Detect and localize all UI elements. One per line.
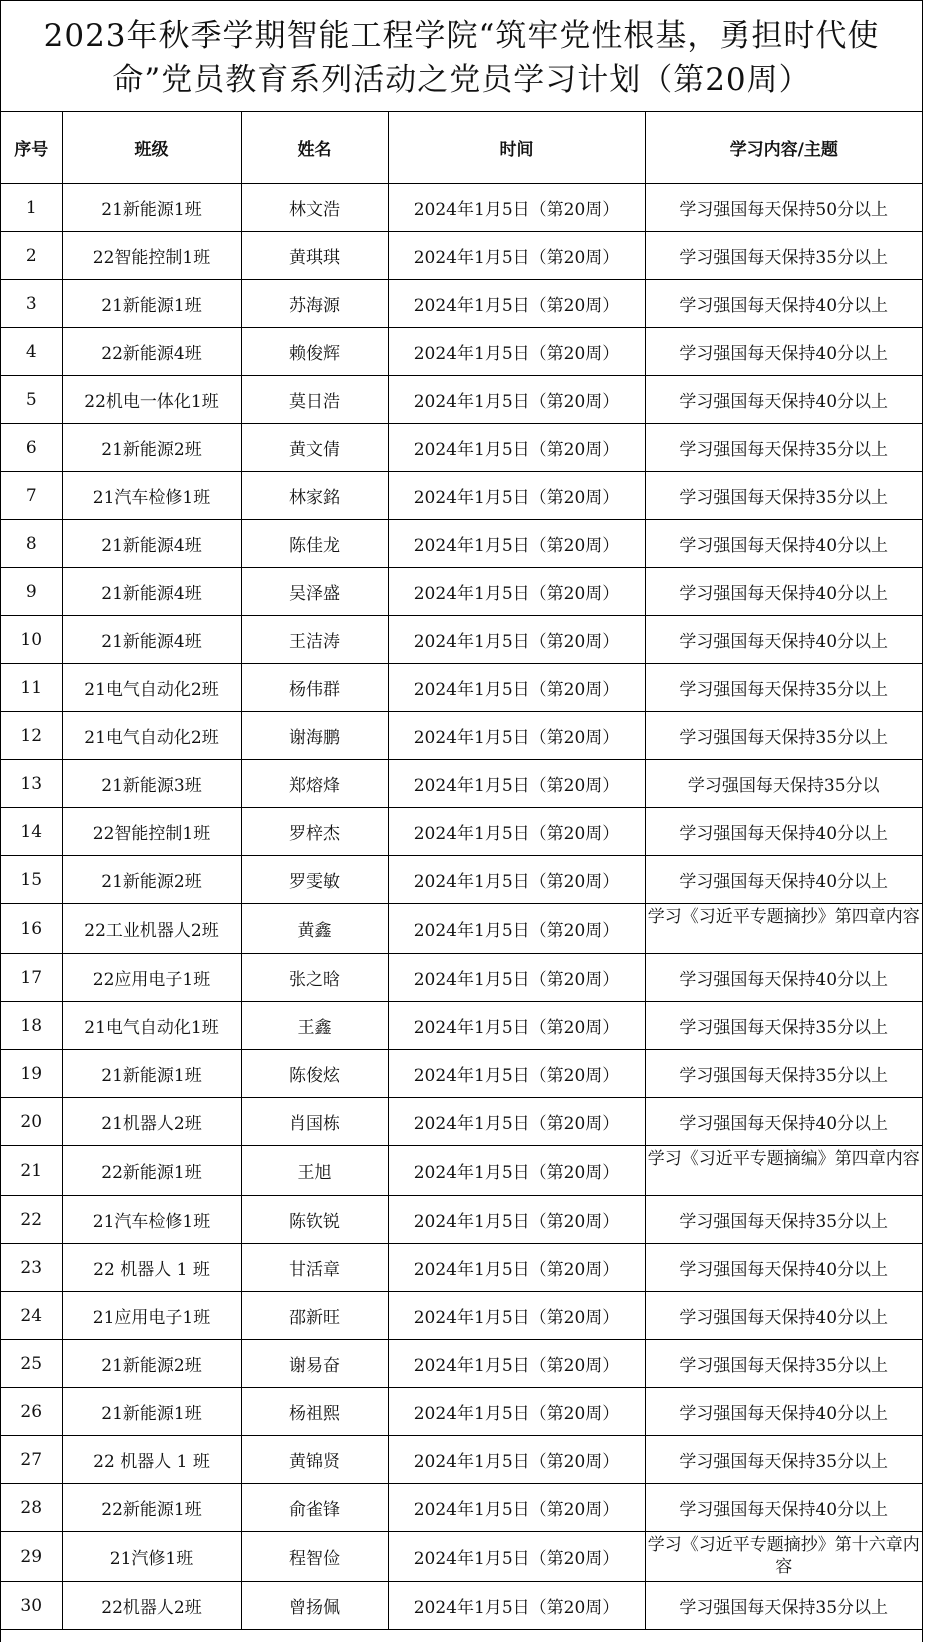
cell-topic: 学习强国每天保持35分以上 — [645, 232, 922, 280]
cell-number: 6 — [1, 424, 62, 472]
cell-number: 2 — [1, 232, 62, 280]
cell-name: 莫日浩 — [241, 376, 388, 424]
cell-name: 林文浩 — [241, 184, 388, 232]
cell-number: 25 — [1, 1340, 62, 1388]
cell-topic: 学习强国每天保持40分以上 — [645, 856, 922, 904]
cell-topic: 学习强国每天保持40分以上 — [645, 328, 922, 376]
cell-time: 2024年1月5日（第20周） — [388, 1002, 645, 1050]
cell-time: 2024年1月5日（第20周） — [388, 904, 645, 954]
cell-time: 2024年1月5日（第20周） — [388, 568, 645, 616]
cell-number: 14 — [1, 808, 62, 856]
cell-topic: 学习强国每天保持35分以上 — [645, 1002, 922, 1050]
table-row — [1, 954, 922, 1002]
cell-topic: 学习强国每天保持35分以上 — [645, 1050, 922, 1098]
table-row — [1, 1532, 922, 1582]
cell-time: 2024年1月5日（第20周） — [388, 1484, 645, 1532]
cell-time: 2024年1月5日（第20周） — [388, 1244, 645, 1292]
cell-name: 陈钦锐 — [241, 1196, 388, 1244]
table-row — [1, 760, 922, 808]
cell-topic — [645, 1532, 922, 1582]
column-header-topic: 学习内容/主题 — [645, 112, 922, 184]
cell-class: 22新能源4班 — [62, 328, 241, 376]
cell-topic: 学习强国每天保持40分以上 — [645, 1292, 922, 1340]
table-row — [1, 712, 922, 760]
cell-topic: 学习强国每天保持35分以上 — [645, 1340, 922, 1388]
cell-number: 12 — [1, 712, 62, 760]
table-row — [1, 1146, 922, 1196]
cell-name: 谢易奋 — [241, 1340, 388, 1388]
cell-time: 2024年1月5日（第20周） — [388, 424, 645, 472]
cell-number: 10 — [1, 616, 62, 664]
cell-time: 2024年1月5日（第20周） — [388, 856, 645, 904]
column-header-time: 时间 — [388, 112, 645, 184]
table-row — [1, 184, 922, 232]
cell-name: 王洁涛 — [241, 616, 388, 664]
cell-name: 杨伟群 — [241, 664, 388, 712]
cell-name: 黄锦贤 — [241, 1436, 388, 1484]
cell-topic: 学习强国每天保持50分以上 — [645, 184, 922, 232]
cell-topic: 学习强国每天保持40分以上 — [645, 1098, 922, 1146]
table-row — [1, 1098, 922, 1146]
cell-class: 21新能源1班 — [62, 1388, 241, 1436]
cell-number: 7 — [1, 472, 62, 520]
cell-name: 谢海鹏 — [241, 712, 388, 760]
cell-time: 2024年1月5日（第20周） — [388, 616, 645, 664]
cell-topic: 学习强国每天保持35分以上 — [645, 472, 922, 520]
cell-topic: 学习强国每天保持40分以上 — [645, 1484, 922, 1532]
cell-time: 2024年1月5日（第20周） — [388, 1292, 645, 1340]
table-row — [1, 424, 922, 472]
cell-name: 陈佳龙 — [241, 520, 388, 568]
cell-name: 程智俭 — [241, 1532, 388, 1582]
cell-topic: 学习强国每天保持40分以上 — [645, 954, 922, 1002]
cell-topic: 学习强国每天保持40分以上 — [645, 616, 922, 664]
cell-topic-text: 学习《习近平专题摘抄》第十六章内容 — [647, 1535, 920, 1577]
table-row — [1, 904, 922, 954]
cell-topic — [645, 1146, 922, 1196]
cell-number: 17 — [1, 954, 62, 1002]
cell-number: 13 — [1, 760, 62, 808]
page-title: 2023年秋季学期智能工程学院“筑牢党性根基，勇担时代使命”党员教育系列活动之党员学习计划（第20周） — [1, 0, 922, 112]
table-row — [1, 1484, 922, 1532]
cell-class: 22新能源1班 — [62, 1146, 241, 1196]
cell-time: 2024年1月5日（第20周） — [388, 1050, 645, 1098]
table-row — [1, 1002, 922, 1050]
cell-topic: 学习强国每天保持35分以上 — [645, 1582, 922, 1630]
cell-class: 22工业机器人2班 — [62, 904, 241, 954]
table-row — [1, 232, 922, 280]
cell-time: 2024年1月5日（第20周） — [388, 1436, 645, 1484]
cell-class: 21应用电子1班 — [62, 1292, 241, 1340]
cell-class: 21新能源2班 — [62, 1340, 241, 1388]
table-row — [1, 664, 922, 712]
cell-topic: 学习强国每天保持40分以上 — [645, 1388, 922, 1436]
cell-name: 邵新旺 — [241, 1292, 388, 1340]
cell-number: 28 — [1, 1484, 62, 1532]
cell-name: 黄鑫 — [241, 904, 388, 954]
column-header-class: 班级 — [62, 112, 241, 184]
cell-class: 22机电一体化1班 — [62, 376, 241, 424]
cell-time: 2024年1月5日（第20周） — [388, 1532, 645, 1582]
table-row — [1, 1292, 922, 1340]
cell-topic: 学习强国每天保持35分以上 — [645, 1196, 922, 1244]
cell-class: 22新能源1班 — [62, 1484, 241, 1532]
cell-time: 2024年1月5日（第20周） — [388, 954, 645, 1002]
cell-time: 2024年1月5日（第20周） — [388, 232, 645, 280]
cell-topic: 学习强国每天保持35分以上 — [645, 664, 922, 712]
cell-topic: 学习强国每天保持35分以 — [645, 760, 922, 808]
table-row — [1, 1388, 922, 1436]
cell-time: 2024年1月5日（第20周） — [388, 376, 645, 424]
table-row — [1, 520, 922, 568]
cell-name: 张之晗 — [241, 954, 388, 1002]
column-header-number: 序号 — [1, 112, 62, 184]
table-row — [1, 568, 922, 616]
cell-time: 2024年1月5日（第20周） — [388, 712, 645, 760]
cell-number: 24 — [1, 1292, 62, 1340]
cell-class: 21汽修1班 — [62, 1532, 241, 1582]
table-row — [1, 472, 922, 520]
cell-class: 21汽车检修1班 — [62, 1196, 241, 1244]
table-row — [1, 1436, 922, 1484]
table-row — [1, 1582, 922, 1630]
column-header-name: 姓名 — [241, 112, 388, 184]
cell-topic: 学习强国每天保持40分以上 — [645, 1244, 922, 1292]
cell-class: 21机器人2班 — [62, 1098, 241, 1146]
cell-class: 22智能控制1班 — [62, 232, 241, 280]
cell-topic-text: 学习《习近平专题摘抄》第四章内容 — [647, 907, 920, 927]
cell-time: 2024年1月5日（第20周） — [388, 1582, 645, 1630]
cell-class: 21电气自动化2班 — [62, 712, 241, 760]
cell-name: 曾扬佩 — [241, 1582, 388, 1630]
cell-number: 3 — [1, 280, 62, 328]
table-row — [1, 1196, 922, 1244]
cell-class: 21新能源4班 — [62, 568, 241, 616]
cell-class: 21新能源4班 — [62, 616, 241, 664]
cell-name: 王鑫 — [241, 1002, 388, 1050]
cell-time: 2024年1月5日（第20周） — [388, 472, 645, 520]
cell-number: 1 — [1, 184, 62, 232]
cell-number: 18 — [1, 1002, 62, 1050]
cell-class: 21电气自动化1班 — [62, 1002, 241, 1050]
cell-class: 22智能控制1班 — [62, 808, 241, 856]
cell-time: 2024年1月5日（第20周） — [388, 664, 645, 712]
cell-class: 21新能源4班 — [62, 520, 241, 568]
cell-number: 11 — [1, 664, 62, 712]
cell-time: 2024年1月5日（第20周） — [388, 1196, 645, 1244]
cell-name: 陈俊炫 — [241, 1050, 388, 1098]
cell-class: 22应用电子1班 — [62, 954, 241, 1002]
cell-topic: 学习强国每天保持40分以上 — [645, 280, 922, 328]
cell-class: 21新能源1班 — [62, 280, 241, 328]
cell-number: 21 — [1, 1146, 62, 1196]
cell-name: 林家銘 — [241, 472, 388, 520]
cell-number: 9 — [1, 568, 62, 616]
cell-topic: 学习强国每天保持40分以上 — [645, 568, 922, 616]
cell-number: 26 — [1, 1388, 62, 1436]
cell-time: 2024年1月5日（第20周） — [388, 1340, 645, 1388]
cell-time: 2024年1月5日（第20周） — [388, 1098, 645, 1146]
cell-number: 23 — [1, 1244, 62, 1292]
table-row — [1, 1244, 922, 1292]
cell-topic: 学习强国每天保持40分以上 — [645, 376, 922, 424]
cell-number: 8 — [1, 520, 62, 568]
cell-number: 22 — [1, 1196, 62, 1244]
cell-name: 罗梓杰 — [241, 808, 388, 856]
cell-topic: 学习强国每天保持40分以上 — [645, 808, 922, 856]
table-row — [1, 328, 922, 376]
cell-class: 21新能源2班 — [62, 856, 241, 904]
cell-class: 22 机器人 1 班 — [62, 1436, 241, 1484]
cell-number: 30 — [1, 1582, 62, 1630]
cell-topic: 学习强国每天保持35分以上 — [645, 1436, 922, 1484]
cell-topic: 学习强国每天保持40分以上 — [645, 520, 922, 568]
cell-class: 21电气自动化2班 — [62, 664, 241, 712]
table-row — [1, 856, 922, 904]
cell-time: 2024年1月5日（第20周） — [388, 1388, 645, 1436]
cell-class: 21新能源3班 — [62, 760, 241, 808]
cell-number: 29 — [1, 1532, 62, 1582]
cell-name: 肖国栋 — [241, 1098, 388, 1146]
table-row — [1, 280, 922, 328]
cell-class: 22机器人2班 — [62, 1582, 241, 1630]
cell-name: 杨祖熙 — [241, 1388, 388, 1436]
cell-class: 21新能源1班 — [62, 184, 241, 232]
cell-number: 19 — [1, 1050, 62, 1098]
table-header-row — [1, 112, 922, 184]
cell-name: 郑熔烽 — [241, 760, 388, 808]
cell-name: 黄文倩 — [241, 424, 388, 472]
table-row — [1, 1340, 922, 1388]
cell-class: 22 机器人 1 班 — [62, 1244, 241, 1292]
cell-time: 2024年1月5日（第20周） — [388, 520, 645, 568]
cell-name: 赖俊辉 — [241, 328, 388, 376]
study-plan-table — [1, 112, 922, 1630]
table-row — [1, 808, 922, 856]
cell-number: 16 — [1, 904, 62, 954]
cell-topic-text: 学习《习近平专题摘编》第四章内容 — [647, 1149, 920, 1169]
cell-class: 21新能源2班 — [62, 424, 241, 472]
cell-name: 俞雀锋 — [241, 1484, 388, 1532]
table-row — [1, 616, 922, 664]
cell-number: 4 — [1, 328, 62, 376]
cell-class: 21汽车检修1班 — [62, 472, 241, 520]
cell-number: 5 — [1, 376, 62, 424]
cell-name: 罗雯敏 — [241, 856, 388, 904]
cell-time: 2024年1月5日（第20周） — [388, 808, 645, 856]
table-row — [1, 1050, 922, 1098]
cell-topic — [645, 904, 922, 954]
cell-class: 21新能源1班 — [62, 1050, 241, 1098]
cell-number: 20 — [1, 1098, 62, 1146]
cell-time: 2024年1月5日（第20周） — [388, 760, 645, 808]
cell-topic: 学习强国每天保持35分以上 — [645, 712, 922, 760]
cell-time: 2024年1月5日（第20周） — [388, 184, 645, 232]
cell-time: 2024年1月5日（第20周） — [388, 328, 645, 376]
cell-number: 27 — [1, 1436, 62, 1484]
cell-name: 苏海源 — [241, 280, 388, 328]
cell-topic: 学习强国每天保持35分以上 — [645, 424, 922, 472]
cell-name: 黄琪琪 — [241, 232, 388, 280]
cell-name: 吴泽盛 — [241, 568, 388, 616]
table-row — [1, 376, 922, 424]
cell-number: 15 — [1, 856, 62, 904]
cell-time: 2024年1月5日（第20周） — [388, 1146, 645, 1196]
cell-name: 王旭 — [241, 1146, 388, 1196]
cell-time: 2024年1月5日（第20周） — [388, 280, 645, 328]
cell-name: 甘活章 — [241, 1244, 388, 1292]
